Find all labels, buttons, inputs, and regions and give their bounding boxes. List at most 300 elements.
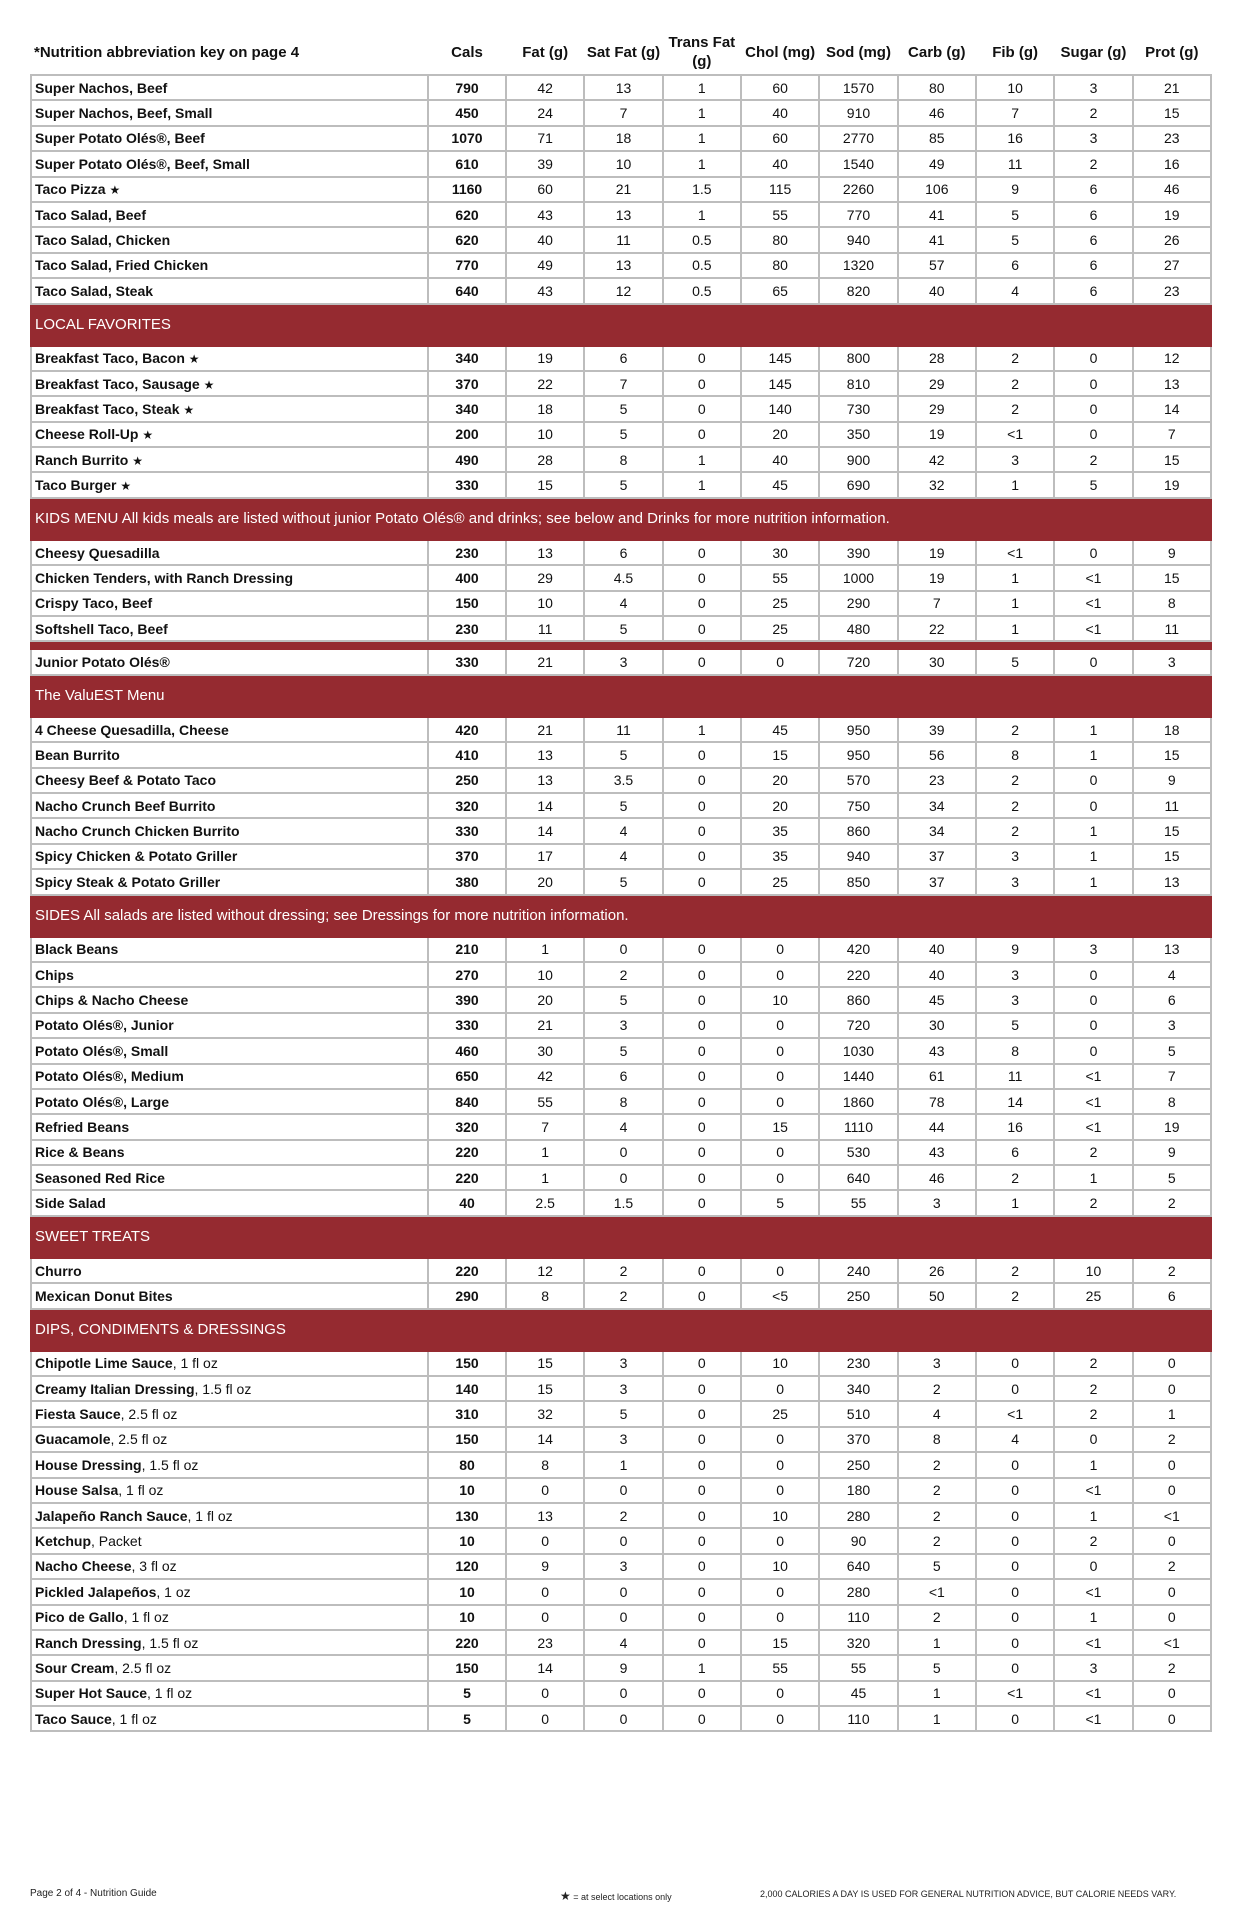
nutrient-cell: 9	[976, 177, 1054, 202]
nutrient-cell: 810	[819, 371, 897, 396]
nutrient-cell: 13	[584, 202, 662, 227]
nutrient-cell: 1	[506, 1140, 584, 1165]
nutrient-cell: <1	[1054, 1630, 1132, 1655]
item-name-cell	[31, 126, 428, 151]
nutrient-cell: 106	[898, 177, 976, 202]
item-name-cell	[31, 1655, 428, 1680]
nutrient-cell: 2	[1133, 1190, 1211, 1215]
serving-size: , 1 oz	[156, 1583, 191, 1600]
nutrient-cell: <1	[1054, 591, 1132, 616]
section-divider	[31, 641, 1211, 649]
item-name-cell	[31, 1114, 428, 1139]
nutrient-cell: 2	[898, 1528, 976, 1553]
nutrient-cell: 15	[1133, 742, 1211, 767]
serving-size: , 3 fl oz	[131, 1558, 177, 1575]
nutrient-cell: 0	[663, 591, 741, 616]
nutrient-cell: <1	[898, 1579, 976, 1604]
table-row	[31, 540, 1211, 565]
item-name: Chicken Tenders, with Ranch Dressing	[35, 569, 294, 586]
nutrient-cell: 230	[819, 1351, 897, 1376]
item-name: Potato Olés®, Junior	[35, 1017, 174, 1034]
nutrient-cell: 950	[819, 717, 897, 742]
nutrient-cell: 0	[663, 1064, 741, 1089]
nutrient-cell: 19	[506, 346, 584, 371]
item-name: Churro	[35, 1262, 82, 1279]
nutrient-cell: 1540	[819, 151, 897, 176]
nutrient-cell: 16	[976, 126, 1054, 151]
nutrient-cell: 8	[976, 742, 1054, 767]
nutrient-cell: 1860	[819, 1089, 897, 1114]
nutrient-cell: <1	[1133, 1503, 1211, 1528]
nutrient-cell: 0	[663, 937, 741, 962]
nutrient-cell: 18	[584, 126, 662, 151]
nutrient-cell: 0	[741, 1452, 819, 1477]
nutrient-cell: 2	[584, 1503, 662, 1528]
nutrient-cell: 910	[819, 100, 897, 125]
nutrient-cell: 26	[898, 1258, 976, 1283]
table-row	[31, 1258, 1211, 1283]
nutrient-cell: 1	[584, 1452, 662, 1477]
table-row	[31, 1706, 1211, 1731]
nutrient-cell: 0	[741, 1258, 819, 1283]
nutrient-cell: 0	[663, 1114, 741, 1139]
calories-cell: 10	[428, 1478, 506, 1503]
nutrient-cell: 8	[898, 1427, 976, 1452]
calories-cell: 230	[428, 540, 506, 565]
section-title: The ValuEST Menu	[35, 687, 165, 705]
nutrient-cell: 39	[898, 717, 976, 742]
nutrient-cell: 0	[1054, 793, 1132, 818]
table-row	[31, 742, 1211, 767]
nutrient-cell: 7	[506, 1114, 584, 1139]
nutrient-cell: 290	[819, 591, 897, 616]
nutrient-cell: 8	[1133, 591, 1211, 616]
calories-cell: 770	[428, 253, 506, 278]
nutrient-cell: 0	[663, 396, 741, 421]
nutrient-cell: 7	[584, 371, 662, 396]
nutrient-cell: 1	[663, 472, 741, 497]
serving-size: , 1 fl oz	[118, 1482, 164, 1499]
nutrient-cell: 4	[584, 844, 662, 869]
item-name-cell	[31, 818, 428, 843]
calories-cell: 330	[428, 1013, 506, 1038]
calories-cell: 290	[428, 1283, 506, 1308]
nutrient-cell: 0	[1133, 1351, 1211, 1376]
table-row	[31, 1503, 1211, 1528]
nutrient-cell: 2.5	[506, 1190, 584, 1215]
section-note: All salads are listed without dressing; see Dressings for more nutrition information.	[83, 907, 629, 925]
nutrient-cell: 9	[506, 1554, 584, 1579]
table-row	[31, 793, 1211, 818]
calories-cell: 1070	[428, 126, 506, 151]
nutrient-cell: 110	[819, 1706, 897, 1731]
item-name-cell	[31, 540, 428, 565]
calories-cell: 270	[428, 962, 506, 987]
nutrient-cell: 1	[663, 202, 741, 227]
nutrient-cell: 5	[976, 1013, 1054, 1038]
star-icon: ★	[203, 377, 215, 392]
nutrient-cell: 0	[976, 1452, 1054, 1477]
nutrient-cell: 15	[1133, 565, 1211, 590]
nutrient-cell: 140	[741, 396, 819, 421]
nutrient-cell: 3	[976, 987, 1054, 1012]
nutrient-cell: <1	[1054, 1579, 1132, 1604]
column-header: Sat Fat (g)	[586, 43, 661, 61]
nutrient-cell: 0	[584, 1681, 662, 1706]
nutrient-cell: 510	[819, 1401, 897, 1426]
nutrient-cell: 0	[1133, 1706, 1211, 1731]
nutrient-cell: 11	[976, 1064, 1054, 1089]
nutrient-cell: 40	[741, 447, 819, 472]
item-name: Breakfast Taco, Sausage	[35, 375, 200, 392]
item-name: Nacho Crunch Chicken Burrito	[35, 823, 240, 840]
nutrient-cell: 0	[663, 1503, 741, 1528]
item-name: Cheesy Beef & Potato Taco	[35, 772, 217, 789]
nutrient-cell: 60	[506, 177, 584, 202]
item-name: Taco Salad, Chicken	[35, 232, 171, 249]
nutrient-cell: 9	[1133, 768, 1211, 793]
nutrient-cell: 23	[506, 1630, 584, 1655]
nutrient-cell: 2	[976, 818, 1054, 843]
nutrient-cell: 820	[819, 278, 897, 303]
nutrient-cell: 46	[898, 1165, 976, 1190]
nutrient-cell: 0	[1054, 1554, 1132, 1579]
nutrient-cell: 46	[898, 100, 976, 125]
page-footer	[30, 1888, 1220, 1906]
table-row	[31, 422, 1211, 447]
serving-size: , 2.5 fl oz	[120, 1406, 178, 1423]
nutrient-cell: 5	[584, 472, 662, 497]
nutrient-cell: 10	[741, 1351, 819, 1376]
nutrient-cell: 30	[898, 1013, 976, 1038]
section-header	[31, 1216, 1211, 1258]
calories-cell: 330	[428, 649, 506, 674]
nutrient-cell: 1	[1054, 818, 1132, 843]
header-row	[31, 30, 1211, 75]
nutrient-cell: 6	[1054, 253, 1132, 278]
calories-cell: 10	[428, 1579, 506, 1604]
nutrient-cell: 14	[506, 1655, 584, 1680]
calories-cell: 5	[428, 1706, 506, 1731]
item-name-cell	[31, 649, 428, 674]
item-name: Spicy Steak & Potato Griller	[35, 873, 221, 890]
nutrient-cell: 0	[663, 818, 741, 843]
item-name-cell	[31, 75, 428, 100]
nutrient-cell: 0.5	[663, 227, 741, 252]
nutrient-cell: 80	[898, 75, 976, 100]
nutrient-cell: 15	[741, 742, 819, 767]
nutrient-cell: 0	[663, 1351, 741, 1376]
calories-cell: 1160	[428, 177, 506, 202]
nutrient-cell: 0	[663, 346, 741, 371]
calories-cell: 460	[428, 1038, 506, 1063]
nutrient-cell: 0	[663, 1579, 741, 1604]
section-title: SWEET TREATS	[35, 1228, 151, 1246]
nutrient-cell: 370	[819, 1427, 897, 1452]
table-row	[31, 227, 1211, 252]
table-row	[31, 1681, 1211, 1706]
nutrient-cell: 420	[819, 937, 897, 962]
item-name: Spicy Chicken & Potato Griller	[35, 848, 238, 865]
table-row	[31, 1427, 1211, 1452]
nutrient-cell: 0	[663, 649, 741, 674]
nutrient-cell: 20	[506, 987, 584, 1012]
item-name-cell	[31, 1038, 428, 1063]
nutrient-cell: 2	[976, 768, 1054, 793]
nutrient-cell: 55	[741, 565, 819, 590]
nutrient-cell: 13	[1133, 937, 1211, 962]
nutrient-cell: 0	[976, 1554, 1054, 1579]
nutrient-cell: 0	[1133, 1376, 1211, 1401]
nutrient-cell: 40	[898, 937, 976, 962]
item-name: Ranch Burrito	[35, 451, 129, 468]
nutrient-cell: 2	[1054, 1190, 1132, 1215]
nutrient-cell: 46	[1133, 177, 1211, 202]
nutrient-cell: 23	[1133, 126, 1211, 151]
nutrient-cell: 80	[741, 227, 819, 252]
nutrient-cell: 26	[1133, 227, 1211, 252]
nutrient-cell: 2	[1054, 1376, 1132, 1401]
nutrient-cell: 15	[1133, 844, 1211, 869]
nutrient-cell: 71	[506, 126, 584, 151]
table-row	[31, 151, 1211, 176]
nutrient-cell: 0	[584, 1165, 662, 1190]
item-name-cell	[31, 1579, 428, 1604]
item-name-cell	[31, 616, 428, 641]
nutrient-cell: 49	[506, 253, 584, 278]
table-row	[31, 1452, 1211, 1477]
nutrient-cell: 9	[584, 1655, 662, 1680]
nutrient-cell: 5	[584, 396, 662, 421]
table-row	[31, 396, 1211, 421]
nutrient-cell: 0	[976, 1706, 1054, 1731]
column-header: Cals	[451, 43, 483, 61]
star-icon: ★	[188, 352, 200, 367]
nutrient-cell: 1	[506, 1165, 584, 1190]
nutrient-cell: 0	[663, 962, 741, 987]
calories-cell: 620	[428, 202, 506, 227]
nutrient-cell: 1	[663, 100, 741, 125]
serving-size: , Packet	[91, 1533, 142, 1550]
nutrient-cell: 18	[506, 396, 584, 421]
serving-size: , 2.5 fl oz	[114, 1660, 172, 1676]
nutrient-cell: 0	[663, 1605, 741, 1630]
nutrient-cell: 0	[741, 1013, 819, 1038]
calories-cell: 640	[428, 278, 506, 303]
nutrient-cell: 3	[976, 869, 1054, 894]
nutrient-cell: 5	[584, 616, 662, 641]
nutrient-cell: 0	[1133, 1681, 1211, 1706]
calories-cell: 5	[428, 1681, 506, 1706]
calories-cell: 790	[428, 75, 506, 100]
nutrient-cell: 3	[1054, 937, 1132, 962]
section-header	[31, 304, 1211, 346]
nutrient-cell: 1	[663, 447, 741, 472]
nutrient-cell: 20	[506, 869, 584, 894]
item-name-cell	[31, 869, 428, 894]
nutrient-cell: <1	[1133, 1630, 1211, 1655]
nutrient-cell: 1	[976, 591, 1054, 616]
table-row	[31, 1190, 1211, 1215]
nutrient-cell: 3.5	[584, 768, 662, 793]
nutrient-cell: 0	[976, 1579, 1054, 1604]
nutrient-cell: 42	[898, 447, 976, 472]
nutrient-cell: 0	[663, 1165, 741, 1190]
item-name-cell	[31, 844, 428, 869]
star-icon: ★	[109, 183, 121, 198]
calories-cell: 220	[428, 1258, 506, 1283]
nutrient-cell: 240	[819, 1258, 897, 1283]
calories-cell: 220	[428, 1140, 506, 1165]
nutrient-cell: 940	[819, 844, 897, 869]
calories-cell: 40	[428, 1190, 506, 1215]
nutrient-cell: 30	[506, 1038, 584, 1063]
nutrient-cell: 34	[898, 818, 976, 843]
nutrient-cell: 0	[506, 1706, 584, 1731]
nutrient-cell: 19	[1133, 1114, 1211, 1139]
nutrient-cell: 15	[741, 1630, 819, 1655]
nutrient-cell: 1	[663, 717, 741, 742]
item-name: Breakfast Taco, Bacon	[35, 350, 185, 367]
nutrient-cell: 1	[663, 151, 741, 176]
item-name: Taco Salad, Fried Chicken	[35, 257, 209, 274]
nutrient-cell: 1	[663, 75, 741, 100]
table-row	[31, 937, 1211, 962]
item-name-cell	[31, 717, 428, 742]
nutrient-cell: 85	[898, 126, 976, 151]
nutrient-cell: 0	[741, 1140, 819, 1165]
table-row	[31, 1013, 1211, 1038]
item-name-cell	[31, 422, 428, 447]
item-name: House Dressing	[35, 1456, 142, 1473]
item-name-cell	[31, 346, 428, 371]
serving-size: , 1 fl oz	[147, 1685, 193, 1702]
item-name: Bean Burrito	[35, 746, 120, 763]
nutrient-cell: 0	[741, 962, 819, 987]
nutrient-cell: 11	[506, 616, 584, 641]
nutrient-cell: 8	[506, 1283, 584, 1308]
nutrient-cell: 12	[1133, 346, 1211, 371]
calories-cell: 490	[428, 447, 506, 472]
nutrient-cell: 1	[976, 565, 1054, 590]
nutrient-cell: 3	[584, 1554, 662, 1579]
nutrient-cell: 3	[584, 1013, 662, 1038]
table-row	[31, 869, 1211, 894]
nutrient-cell: 55	[741, 1655, 819, 1680]
star-legend	[560, 1889, 672, 1903]
item-name: Black Beans	[35, 941, 119, 958]
nutrient-cell: 60	[741, 126, 819, 151]
item-name-cell	[31, 1605, 428, 1630]
nutrient-cell: 50	[898, 1283, 976, 1308]
item-name: Ranch Dressing	[35, 1634, 142, 1651]
nutrient-cell: 4	[976, 1427, 1054, 1452]
nutrient-cell: 23	[1133, 278, 1211, 303]
nutrient-cell: 18	[1133, 717, 1211, 742]
nutrient-cell: 25	[741, 616, 819, 641]
nutrient-cell: 19	[1133, 472, 1211, 497]
nutrient-cell: 10	[584, 151, 662, 176]
item-name: Fiesta Sauce	[35, 1406, 121, 1423]
item-name: Rice & Beans	[35, 1144, 125, 1161]
item-name: Taco Sauce	[35, 1710, 112, 1727]
item-name: Cheese Roll-Up	[35, 426, 139, 443]
nutrient-cell: 0	[1133, 1478, 1211, 1503]
nutrient-cell: 2	[976, 346, 1054, 371]
nutrient-cell: 1440	[819, 1064, 897, 1089]
nutrient-cell: 40	[898, 278, 976, 303]
nutrient-cell: 0	[741, 1528, 819, 1553]
calories-cell: 370	[428, 371, 506, 396]
section-title: KIDS MENU	[35, 510, 119, 528]
nutrient-cell: 0	[1133, 1452, 1211, 1477]
serving-size: , 1.5 fl oz	[141, 1456, 199, 1473]
nutrient-cell: 250	[819, 1452, 897, 1477]
nutrient-cell: 1	[898, 1681, 976, 1706]
nutrient-cell: 1030	[819, 1038, 897, 1063]
nutrient-cell: 11	[1133, 616, 1211, 641]
nutrient-cell: 110	[819, 1605, 897, 1630]
nutrient-cell: 5	[584, 742, 662, 767]
nutrient-cell: 6	[1133, 987, 1211, 1012]
item-name-cell	[31, 1452, 428, 1477]
item-name: Creamy Italian Dressing	[35, 1380, 195, 1397]
section-header	[31, 675, 1211, 717]
nutrient-cell: 8	[584, 447, 662, 472]
calories-cell: 330	[428, 818, 506, 843]
item-name: Sour Cream	[35, 1660, 115, 1676]
nutrient-cell: 1	[1054, 844, 1132, 869]
nutrient-cell: 20	[741, 793, 819, 818]
nutrient-cell: 5	[584, 987, 662, 1012]
item-name-cell	[31, 1503, 428, 1528]
nutrient-cell: 13	[506, 742, 584, 767]
calories-cell: 150	[428, 591, 506, 616]
calories-cell: 400	[428, 565, 506, 590]
nutrient-cell: 0	[584, 1528, 662, 1553]
item-name: Pico de Gallo	[35, 1609, 124, 1626]
item-name: Chips	[35, 966, 74, 983]
nutrient-cell: 32	[506, 1401, 584, 1426]
serving-size: , 1.5 fl oz	[141, 1634, 199, 1651]
item-name: Jalapeño Ranch Sauce	[35, 1507, 188, 1524]
nutrient-cell: 37	[898, 869, 976, 894]
item-name-cell	[31, 1283, 428, 1308]
nutrient-cell: 3	[1133, 1013, 1211, 1038]
nutrient-cell: 0	[741, 1579, 819, 1604]
nutrient-cell: 0	[1054, 422, 1132, 447]
nutrient-cell: 29	[506, 565, 584, 590]
nutrient-cell: 0	[976, 1478, 1054, 1503]
section-header-row	[31, 498, 1211, 540]
table-row	[31, 1655, 1211, 1680]
nutrient-cell: 8	[506, 1452, 584, 1477]
table-row	[31, 278, 1211, 303]
nutrient-cell: 55	[819, 1655, 897, 1680]
item-name-cell	[31, 202, 428, 227]
nutrient-cell: 180	[819, 1478, 897, 1503]
nutrient-cell: 320	[819, 1630, 897, 1655]
nutrient-cell: 2770	[819, 126, 897, 151]
nutrient-cell: 0	[741, 1427, 819, 1452]
item-name-cell	[31, 565, 428, 590]
nutrient-cell: 13	[506, 768, 584, 793]
nutrient-cell: 0	[663, 844, 741, 869]
nutrient-cell: 10	[506, 962, 584, 987]
nutrient-cell: 43	[506, 278, 584, 303]
nutrient-cell: 15	[1133, 447, 1211, 472]
nutrient-cell: 0	[663, 1706, 741, 1731]
